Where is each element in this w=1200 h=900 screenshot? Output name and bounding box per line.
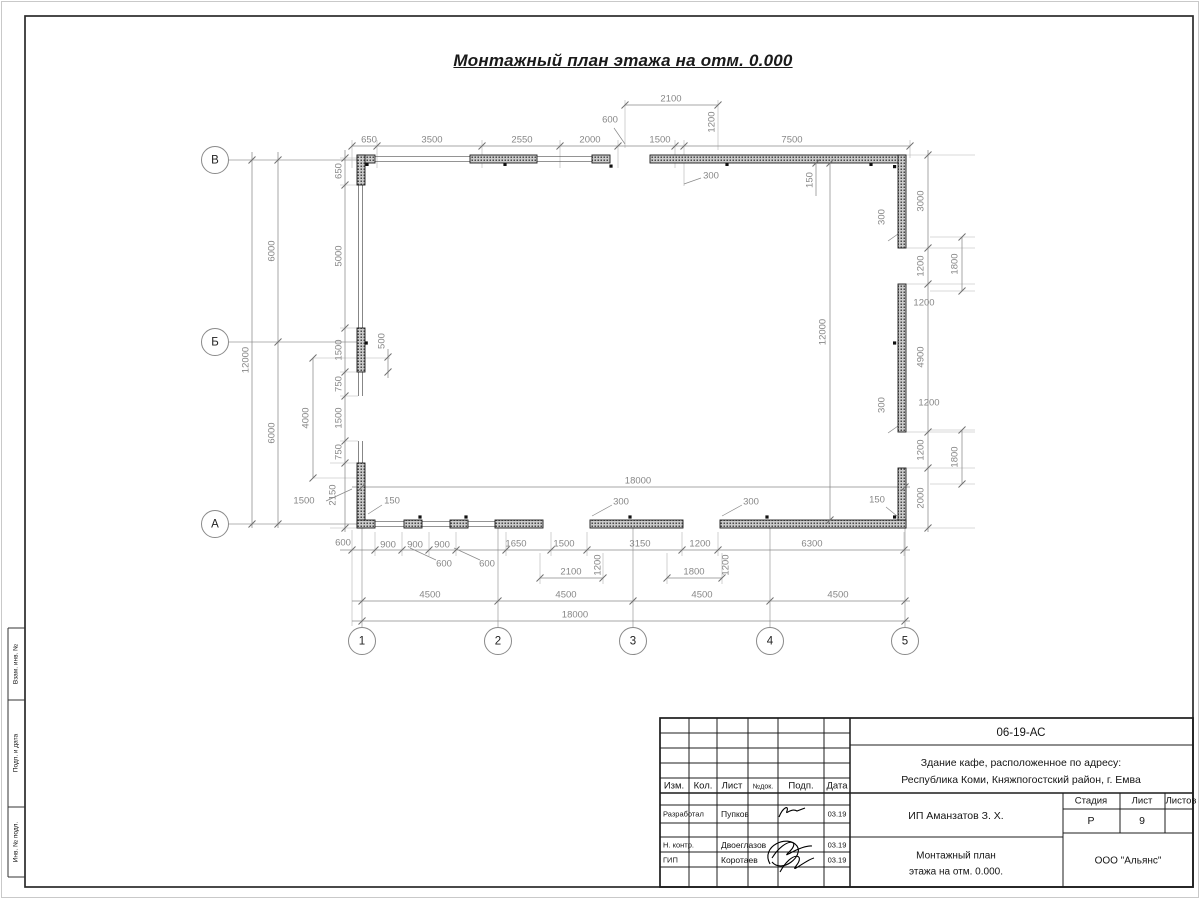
axis-label: 5 xyxy=(901,635,909,648)
dim-label: 2000 xyxy=(579,134,601,146)
dim-label: 1500 xyxy=(333,407,345,429)
frame-cell-inv: Инв. № подл. xyxy=(12,821,20,863)
sheet-header: Лист xyxy=(1131,795,1153,807)
dim-label: 2150 xyxy=(327,484,339,506)
dim-label: 3000 xyxy=(915,190,927,212)
signature xyxy=(768,808,814,872)
dim-label: 18000 xyxy=(561,609,589,621)
row-gip-date: 03.19 xyxy=(827,855,847,865)
dimension-and-text-labels xyxy=(13,94,1197,878)
dim-label: 18000 xyxy=(624,475,652,487)
dim-label: 4500 xyxy=(827,589,849,601)
row-ncontr-name: Двоеглазов xyxy=(721,840,767,850)
dim-label: 3150 xyxy=(629,538,651,550)
frame-cell-podp: Подп. и дата xyxy=(12,733,20,773)
dim-label: 4900 xyxy=(915,346,927,368)
dim-label: 4500 xyxy=(691,589,713,601)
row-developer-name: Пупков xyxy=(721,809,750,819)
dim-label: 600 xyxy=(602,114,618,126)
dim-label: 1200 xyxy=(720,554,732,576)
client: ИП Аманзатов З. Х. xyxy=(908,810,1004,822)
col-data: Дата xyxy=(826,780,848,792)
dim-label: 1500 xyxy=(293,495,315,507)
dim-label: 3500 xyxy=(421,134,443,146)
dim-label: 650 xyxy=(333,163,345,179)
dim-label: 2000 xyxy=(915,487,927,509)
col-ndok: №док. xyxy=(752,783,774,791)
dim-label: 600 xyxy=(335,537,351,549)
dim-label: 1200 xyxy=(915,439,927,461)
dim-label: 750 xyxy=(333,376,345,392)
leader-lines xyxy=(326,128,898,560)
axis-label: Б xyxy=(211,336,219,349)
dim-label: 1200 xyxy=(689,538,711,550)
dim-label: 1800 xyxy=(949,253,961,275)
dim-label: 1650 xyxy=(505,538,527,550)
axis-label: А xyxy=(211,518,219,531)
col-list: Лист xyxy=(721,780,743,792)
axis-grid xyxy=(229,160,906,628)
dim-label: 1200 xyxy=(915,255,927,277)
company: ООО "Альянс" xyxy=(1094,855,1162,867)
stage-value: Р xyxy=(1087,815,1095,827)
dim-label: 1800 xyxy=(949,446,961,468)
dim-label: 1200 xyxy=(592,554,604,576)
axis-label: 3 xyxy=(629,635,637,648)
dim-label: 6000 xyxy=(266,422,278,444)
drawing-name-line2: этажа на отм. 0.000. xyxy=(909,866,1003,878)
dim-label: 150 xyxy=(869,494,885,506)
row-developer-date: 03.19 xyxy=(827,809,847,819)
axis-label: 2 xyxy=(494,635,502,648)
row-gip-role: ГИП xyxy=(663,855,678,865)
window-lines xyxy=(358,157,592,527)
dim-label: 650 xyxy=(361,134,377,146)
col-izm: Изм. xyxy=(663,780,685,792)
dim-label: 300 xyxy=(876,209,888,225)
dim-label: 150 xyxy=(384,495,400,507)
dim-label: 6300 xyxy=(801,538,823,550)
dim-label: 300 xyxy=(876,397,888,413)
dim-label: 2100 xyxy=(560,566,582,578)
dim-label: 900 xyxy=(380,539,396,551)
sheet-number: 9 xyxy=(1139,815,1145,827)
dim-label: 12000 xyxy=(817,318,829,346)
dim-label: 900 xyxy=(407,539,423,551)
row-gip-name: Коротаев xyxy=(721,855,758,865)
dim-label: 1200 xyxy=(706,111,718,133)
dim-label: 12000 xyxy=(240,346,252,374)
axis-label: В xyxy=(211,154,219,167)
dim-label: 500 xyxy=(376,333,388,349)
dim-label: 300 xyxy=(703,170,719,182)
dim-label: 1500 xyxy=(553,538,575,550)
stage-header: Стадия xyxy=(1074,795,1108,807)
project-name-line2: Республика Коми, Княжпогостский район, г. Емва xyxy=(901,774,1141,786)
dim-label: 600 xyxy=(479,558,495,570)
row-ncontr-role: Н. контр. xyxy=(663,840,694,850)
dim-label: 4500 xyxy=(419,589,441,601)
frame-cell-vzam: Взам. инв. № xyxy=(12,643,20,685)
sheets-header: Листов xyxy=(1165,795,1197,807)
doc-code: 06-19-АС xyxy=(996,727,1046,739)
dim-label: 7500 xyxy=(781,134,803,146)
dim-label: 4000 xyxy=(300,407,312,429)
col-kol: Кол. xyxy=(693,780,713,792)
dim-label: 300 xyxy=(743,496,759,508)
dim-label: 1500 xyxy=(649,134,671,146)
drawing-title: Монтажный план этажа на отм. 0.000 xyxy=(453,51,793,70)
col-podp: Подп. xyxy=(788,780,814,792)
row-developer-role: Разработал xyxy=(663,809,704,819)
dim-label: 150 xyxy=(804,172,816,188)
project-name-line1: Здание кафе, расположенное по адресу: xyxy=(920,757,1122,769)
dim-label: 5000 xyxy=(333,245,345,267)
dim-label: 2100 xyxy=(660,93,682,105)
axis-label: 1 xyxy=(358,635,366,648)
dim-label: 6000 xyxy=(266,240,278,262)
axis-label: 4 xyxy=(766,635,774,648)
dim-label: 4500 xyxy=(555,589,577,601)
drawing-name-line1: Монтажный план xyxy=(916,850,996,862)
dim-label: 600 xyxy=(436,558,452,570)
dimension-ticks xyxy=(249,102,966,625)
dim-label: 1200 xyxy=(913,297,935,309)
fixing-marks xyxy=(365,163,897,519)
dim-label: 750 xyxy=(333,444,345,460)
dim-label: 1500 xyxy=(333,339,345,361)
dim-label: 1800 xyxy=(683,566,705,578)
dim-label: 1200 xyxy=(918,397,940,409)
dim-label: 2550 xyxy=(511,134,533,146)
dim-label: 300 xyxy=(613,496,629,508)
row-ncontr-date: 03.19 xyxy=(827,840,847,850)
dim-label: 900 xyxy=(434,539,450,551)
